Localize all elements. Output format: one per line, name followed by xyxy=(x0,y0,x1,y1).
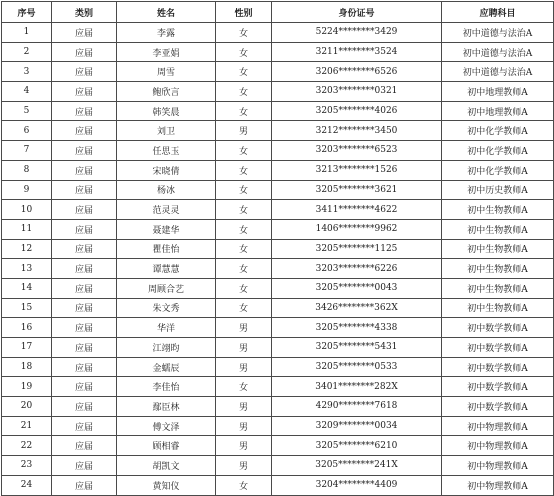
cell-gender: 女 xyxy=(216,62,272,82)
cell-gender: 女 xyxy=(216,180,272,200)
cell-gender: 男 xyxy=(216,456,272,476)
cell-id-number: 4290********7618 xyxy=(272,397,442,417)
cell-name: 朱文秀 xyxy=(117,298,216,318)
cell-name: 李露 xyxy=(117,23,216,43)
table-row xyxy=(2,62,554,82)
cell-subject: 初中化学教师A xyxy=(442,160,554,180)
cell-name: 黄知仪 xyxy=(117,475,216,495)
cell-gender: 女 xyxy=(216,475,272,495)
cell-category: 应届 xyxy=(52,42,117,62)
cell-category: 应届 xyxy=(52,475,117,495)
cell-category: 应届 xyxy=(52,298,117,318)
cell-id-number: 3203********0321 xyxy=(272,82,442,102)
table-row xyxy=(2,101,554,121)
cell-name: 傅文泽 xyxy=(117,416,216,436)
cell-index: 17 xyxy=(2,338,52,358)
table-row xyxy=(2,377,554,397)
cell-category: 应届 xyxy=(52,160,117,180)
cell-index: 13 xyxy=(2,259,52,279)
cell-name: 鲍欣言 xyxy=(117,82,216,102)
cell-id-number: 3212********3450 xyxy=(272,121,442,141)
cell-name: 顾相睿 xyxy=(117,436,216,456)
cell-subject: 初中物理教师A xyxy=(442,475,554,495)
cell-gender: 男 xyxy=(216,357,272,377)
cell-index: 12 xyxy=(2,239,52,259)
table-row xyxy=(2,23,554,43)
cell-name: 周顾合艺 xyxy=(117,278,216,298)
header-gender: 性别 xyxy=(216,2,272,23)
cell-subject: 初中数学教师A xyxy=(442,377,554,397)
cell-category: 应届 xyxy=(52,200,117,220)
cell-id-number: 3205********0533 xyxy=(272,357,442,377)
table-row xyxy=(2,278,554,298)
cell-id-number: 3205********6210 xyxy=(272,436,442,456)
cell-category: 应届 xyxy=(52,357,117,377)
cell-id-number: 3203********6523 xyxy=(272,141,442,161)
cell-index: 6 xyxy=(2,121,52,141)
cell-subject: 初中物理教师A xyxy=(442,456,554,476)
cell-name: 杨冰 xyxy=(117,180,216,200)
cell-subject: 初中化学教师A xyxy=(442,141,554,161)
cell-subject: 初中生物教师A xyxy=(442,298,554,318)
cell-subject: 初中数学教师A xyxy=(442,318,554,338)
cell-category: 应届 xyxy=(52,23,117,43)
cell-gender: 男 xyxy=(216,436,272,456)
document-page xyxy=(1,1,553,492)
cell-subject: 初中生物教师A xyxy=(442,239,554,259)
cell-index: 8 xyxy=(2,160,52,180)
cell-index: 3 xyxy=(2,62,52,82)
candidate-table xyxy=(1,1,554,496)
cell-index: 14 xyxy=(2,278,52,298)
table-row xyxy=(2,42,554,62)
cell-index: 9 xyxy=(2,180,52,200)
cell-name: 谭慧慧 xyxy=(117,259,216,279)
cell-id-number: 5224********3429 xyxy=(272,23,442,43)
cell-id-number: 3203********6226 xyxy=(272,259,442,279)
cell-index: 7 xyxy=(2,141,52,161)
cell-index: 20 xyxy=(2,397,52,417)
cell-id-number: 3211********3524 xyxy=(272,42,442,62)
cell-index: 19 xyxy=(2,377,52,397)
cell-id-number: 3426********362X xyxy=(272,298,442,318)
cell-name: 刘卫 xyxy=(117,121,216,141)
cell-gender: 女 xyxy=(216,239,272,259)
cell-gender: 男 xyxy=(216,318,272,338)
cell-gender: 女 xyxy=(216,82,272,102)
table-row xyxy=(2,141,554,161)
cell-gender: 女 xyxy=(216,42,272,62)
header-id-number: 身份证号 xyxy=(272,2,442,23)
cell-index: 22 xyxy=(2,436,52,456)
cell-id-number: 3206********6526 xyxy=(272,62,442,82)
cell-index: 1 xyxy=(2,23,52,43)
cell-category: 应届 xyxy=(52,239,117,259)
cell-category: 应届 xyxy=(52,377,117,397)
cell-id-number: 3205********3621 xyxy=(272,180,442,200)
cell-index: 5 xyxy=(2,101,52,121)
cell-index: 24 xyxy=(2,475,52,495)
cell-category: 应届 xyxy=(52,278,117,298)
cell-category: 应届 xyxy=(52,456,117,476)
cell-category: 应届 xyxy=(52,180,117,200)
cell-index: 10 xyxy=(2,200,52,220)
cell-name: 李佳怡 xyxy=(117,377,216,397)
cell-id-number: 3205********4338 xyxy=(272,318,442,338)
header-name: 姓名 xyxy=(117,2,216,23)
cell-name: 李亚娟 xyxy=(117,42,216,62)
cell-id-number: 3204********4409 xyxy=(272,475,442,495)
cell-index: 2 xyxy=(2,42,52,62)
cell-name: 金蠕辰 xyxy=(117,357,216,377)
cell-index: 16 xyxy=(2,318,52,338)
cell-id-number: 3411********4622 xyxy=(272,200,442,220)
cell-subject: 初中生物教师A xyxy=(442,219,554,239)
cell-category: 应届 xyxy=(52,62,117,82)
header-category: 类别 xyxy=(52,2,117,23)
cell-category: 应届 xyxy=(52,338,117,358)
cell-name: 宋晓倩 xyxy=(117,160,216,180)
cell-subject: 初中物理教师A xyxy=(442,436,554,456)
cell-gender: 女 xyxy=(216,101,272,121)
cell-id-number: 3205********241X xyxy=(272,456,442,476)
cell-index: 18 xyxy=(2,357,52,377)
cell-subject: 初中生物教师A xyxy=(442,278,554,298)
cell-gender: 女 xyxy=(216,278,272,298)
table-header-row xyxy=(2,2,554,23)
cell-name: 韩笑晨 xyxy=(117,101,216,121)
cell-name: 胡凯文 xyxy=(117,456,216,476)
table-row xyxy=(2,121,554,141)
cell-id-number: 3205********0043 xyxy=(272,278,442,298)
cell-subject: 初中物理教师A xyxy=(442,416,554,436)
cell-category: 应届 xyxy=(52,219,117,239)
table-row xyxy=(2,180,554,200)
cell-category: 应届 xyxy=(52,436,117,456)
table-row xyxy=(2,456,554,476)
cell-subject: 初中生物教师A xyxy=(442,259,554,279)
cell-gender: 女 xyxy=(216,377,272,397)
cell-gender: 男 xyxy=(216,416,272,436)
cell-subject: 初中化学教师A xyxy=(442,121,554,141)
cell-gender: 女 xyxy=(216,259,272,279)
table-row xyxy=(2,357,554,377)
cell-name: 瞿佳怡 xyxy=(117,239,216,259)
cell-gender: 女 xyxy=(216,160,272,180)
cell-category: 应届 xyxy=(52,121,117,141)
cell-name: 聂建华 xyxy=(117,219,216,239)
cell-id-number: 3213********1526 xyxy=(272,160,442,180)
cell-gender: 女 xyxy=(216,141,272,161)
cell-subject: 初中道德与法治A xyxy=(442,42,554,62)
table-row xyxy=(2,338,554,358)
table-row xyxy=(2,219,554,239)
cell-category: 应届 xyxy=(52,318,117,338)
cell-subject: 初中道德与法治A xyxy=(442,23,554,43)
cell-name: 华洋 xyxy=(117,318,216,338)
cell-subject: 初中历史教师A xyxy=(442,180,554,200)
table-row xyxy=(2,200,554,220)
cell-subject: 初中生物教师A xyxy=(442,200,554,220)
cell-category: 应届 xyxy=(52,416,117,436)
cell-name: 周雪 xyxy=(117,62,216,82)
cell-index: 11 xyxy=(2,219,52,239)
cell-index: 15 xyxy=(2,298,52,318)
cell-gender: 女 xyxy=(216,298,272,318)
cell-category: 应届 xyxy=(52,101,117,121)
cell-name: 任思玉 xyxy=(117,141,216,161)
table-row xyxy=(2,82,554,102)
cell-subject: 初中数学教师A xyxy=(442,338,554,358)
cell-category: 应届 xyxy=(52,397,117,417)
cell-category: 应届 xyxy=(52,141,117,161)
table-row xyxy=(2,318,554,338)
table-row xyxy=(2,416,554,436)
header-subject: 应聘科目 xyxy=(442,2,554,23)
cell-id-number: 1406********9962 xyxy=(272,219,442,239)
cell-subject: 初中地理教师A xyxy=(442,101,554,121)
cell-category: 应届 xyxy=(52,82,117,102)
cell-gender: 女 xyxy=(216,23,272,43)
table-row xyxy=(2,436,554,456)
table-row xyxy=(2,397,554,417)
cell-name: 鄢臣林 xyxy=(117,397,216,417)
cell-name: 江翊昀 xyxy=(117,338,216,358)
cell-gender: 男 xyxy=(216,121,272,141)
cell-id-number: 3205********4026 xyxy=(272,101,442,121)
table-row xyxy=(2,475,554,495)
cell-gender: 女 xyxy=(216,219,272,239)
cell-id-number: 3205********1125 xyxy=(272,239,442,259)
table-row xyxy=(2,298,554,318)
cell-index: 21 xyxy=(2,416,52,436)
cell-subject: 初中道德与法治A xyxy=(442,62,554,82)
cell-subject: 初中地理教师A xyxy=(442,82,554,102)
cell-category: 应届 xyxy=(52,259,117,279)
cell-index: 23 xyxy=(2,456,52,476)
cell-gender: 男 xyxy=(216,338,272,358)
cell-name: 范灵灵 xyxy=(117,200,216,220)
cell-index: 4 xyxy=(2,82,52,102)
table-row xyxy=(2,160,554,180)
cell-subject: 初中数学教师A xyxy=(442,357,554,377)
header-index: 序号 xyxy=(2,2,52,23)
cell-gender: 女 xyxy=(216,200,272,220)
cell-subject: 初中数学教师A xyxy=(442,397,554,417)
table-body xyxy=(2,23,554,496)
cell-id-number: 3205********5431 xyxy=(272,338,442,358)
table-row xyxy=(2,239,554,259)
cell-id-number: 3401********282X xyxy=(272,377,442,397)
table-row xyxy=(2,259,554,279)
cell-gender: 男 xyxy=(216,397,272,417)
cell-id-number: 3209********0034 xyxy=(272,416,442,436)
